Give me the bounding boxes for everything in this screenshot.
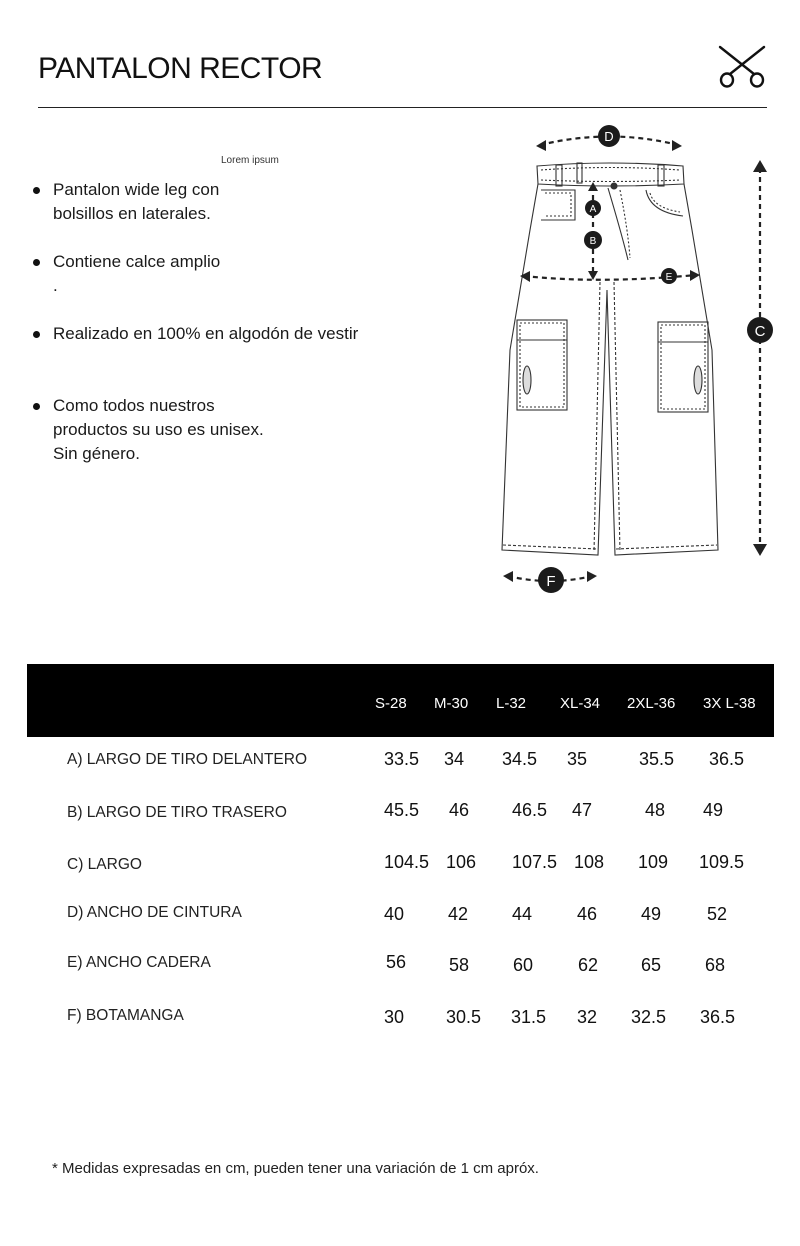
bullet-icon [33,331,40,338]
table-cell: 34 [444,749,465,769]
table-cell: 30.5 [446,1007,482,1027]
size-header-cell: L-32 [496,695,527,712]
table-cell: 107.5 [512,852,558,872]
size-header-cell: 2XL-36 [627,695,676,712]
table-cell: 49 [641,904,662,924]
table-cell: 47 [572,800,593,820]
table-cell: 30 [384,1007,405,1027]
marker-a [585,200,601,216]
marker-b [584,231,602,249]
marker-e [661,268,677,284]
table-cell: 44 [512,904,533,924]
caption: Lorem ipsum [221,155,279,166]
table-cell: 36.5 [709,749,745,769]
marker-d-label: D [604,129,614,144]
table-cell: 33.5 [384,749,420,769]
row-label: E) ANCHO CADERA [67,954,211,971]
size-header-cell: XL-34 [560,695,601,712]
marker-c [747,317,773,343]
marker-a-label: A [589,204,597,215]
table-cell: 49 [703,800,724,820]
marker-f [538,567,564,593]
row-label: B) LARGO DE TIRO TRASERO [67,804,287,821]
feature-text: Contiene calce amplio . [53,252,221,295]
table-cell: 46.5 [512,800,548,820]
marker-f-label: F [546,573,556,590]
row-label: A) LARGO DE TIRO DELANTERO [67,751,308,768]
table-cell: 106 [446,852,477,872]
size-header-cell: 3X L-38 [703,695,756,712]
size-header-cell: M-30 [434,695,469,712]
table-cell: 104.5 [384,852,430,872]
table-cell: 36.5 [700,1007,736,1027]
page-title: PANTALON RECTOR [38,52,323,85]
table-cell: 35.5 [639,749,675,769]
table-cell: 32 [577,1007,598,1027]
table-cell: 34.5 [502,749,538,769]
table-cell: 58 [449,955,470,975]
row-label: D) ANCHO DE CINTURA [67,904,242,921]
size-header-cell: S-28 [375,695,407,712]
table-cell: 60 [513,955,534,975]
marker-e-label: E [665,272,673,283]
table-cell: 46 [449,800,470,820]
table-cell: 68 [705,955,726,975]
pants-measurement-diagram [490,118,790,600]
table-cell: 42 [448,904,469,924]
table-cell: 45.5 [384,800,420,820]
table-cell: 46 [577,904,598,924]
table-cell: 52 [707,904,728,924]
footnote: * Medidas expresadas en cm, pueden tener una variación de 1 cm apróx. [52,1160,539,1177]
table-cell: 32.5 [631,1007,667,1027]
title-divider [38,107,767,108]
measurement-lines [508,137,760,582]
marker-c-label: C [754,323,766,340]
table-cell: 65 [641,955,662,975]
table-cell: 56 [386,952,407,972]
table-cell: 35 [567,749,588,769]
bullet-icon [33,259,40,266]
table-cell: 40 [384,904,405,924]
pants-drawing [502,163,718,555]
bullet-icon [33,403,40,410]
table-cell: 108 [574,852,605,872]
table-cell: 48 [645,800,666,820]
table-cell: 31.5 [511,1007,547,1027]
feature-text: Pantalon wide leg con bolsillos en laterales. [53,180,220,223]
table-cell: 109 [638,852,669,872]
feature-text: Como todos nuestros productos su uso es unisex. Sin género. [53,396,264,463]
marker-b-label: B [589,236,597,247]
feature-text: Realizado en 100% en algodón de vestir [53,324,359,343]
table-cell: 109.5 [699,852,745,872]
row-label: C) LARGO [67,856,142,873]
marker-d [598,125,620,147]
table-cell: 62 [578,955,599,975]
arrow-heads [503,140,767,582]
scissors-icon [716,44,768,90]
row-label: F) BOTAMANGA [67,1007,184,1024]
bullet-icon [33,187,40,194]
